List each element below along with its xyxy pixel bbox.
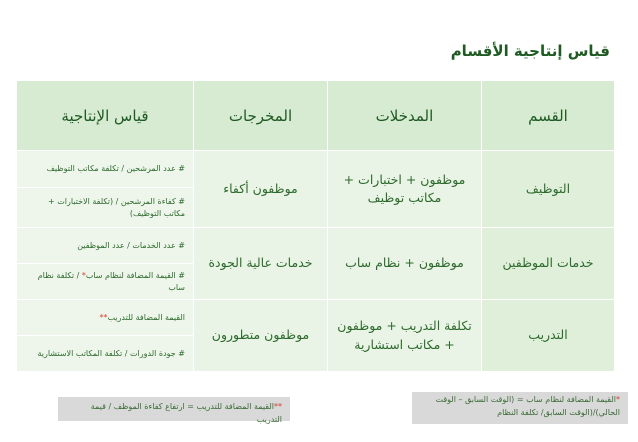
footnote-marker: ** <box>274 402 282 411</box>
metric-text: # القيمة المضافة لنظام ساب <box>85 270 185 280</box>
cell-metric <box>17 264 194 300</box>
table-header-row <box>17 81 615 151</box>
cell-metric <box>17 300 194 336</box>
cell-metric: # عدد المرشحين / تكلفة مكاتب التوظيف <box>17 151 194 188</box>
cell-metric: # جودة الدورات / تكلفة المكاتب الاستشارية <box>17 336 194 372</box>
footnote-training <box>58 397 290 424</box>
cell-inputs: تكلفة التدريب + موظفون + مكاتب استشارية <box>328 300 482 372</box>
metric-text: / تكلفة نظام ساب <box>37 270 185 292</box>
footnote-marker: * <box>616 395 620 404</box>
cell-metric: # عدد الخدمات / عدد الموظفين <box>17 228 194 264</box>
cell-outputs: موظفون متطورون <box>194 300 328 372</box>
cell-department: التوظيف <box>482 151 615 228</box>
footnote-sap <box>412 392 628 424</box>
cell-outputs: موظفون أكفاء <box>194 151 328 228</box>
header-productivity: قياس الإنتاجية <box>17 81 194 151</box>
header-inputs: المدخلات <box>328 81 482 151</box>
cell-department: خدمات الموظفين <box>482 228 615 300</box>
header-outputs: المخرجات <box>194 81 328 151</box>
cell-metric: # كفاءة المرشحين / (تكلفة الاختبارات + مكاتب التوظيف) <box>17 188 194 228</box>
table-row <box>17 151 615 188</box>
page-title: قياس إنتاجية الأقسام <box>450 42 610 60</box>
cell-inputs: موظفون + اختبارات + مكاتب توظيف <box>328 151 482 228</box>
footnote-text: القيمة المضافة لنظام ساب = (الوقت السابق – الوقت <box>435 395 616 404</box>
cell-department: التدريب <box>482 300 615 372</box>
productivity-table <box>16 80 615 372</box>
header-department: القسم <box>482 81 615 151</box>
footnote-marker: ** <box>99 312 108 322</box>
footnote-marker: * <box>81 270 86 280</box>
table-row <box>17 300 615 336</box>
table-row <box>17 228 615 264</box>
cell-inputs: موظفون + نظام ساب <box>328 228 482 300</box>
metric-text: القيمة المضافة للتدريب <box>107 312 185 322</box>
cell-outputs: خدمات عالية الجودة <box>194 228 328 300</box>
footnote-text: الحالي)/(الوقت السابق/ تكلفة النظام <box>497 407 620 417</box>
footnote-text: القيمة المضافة للتدريب = ارتفاع كفاءة الموظف / قيمة التدريب <box>90 402 282 424</box>
